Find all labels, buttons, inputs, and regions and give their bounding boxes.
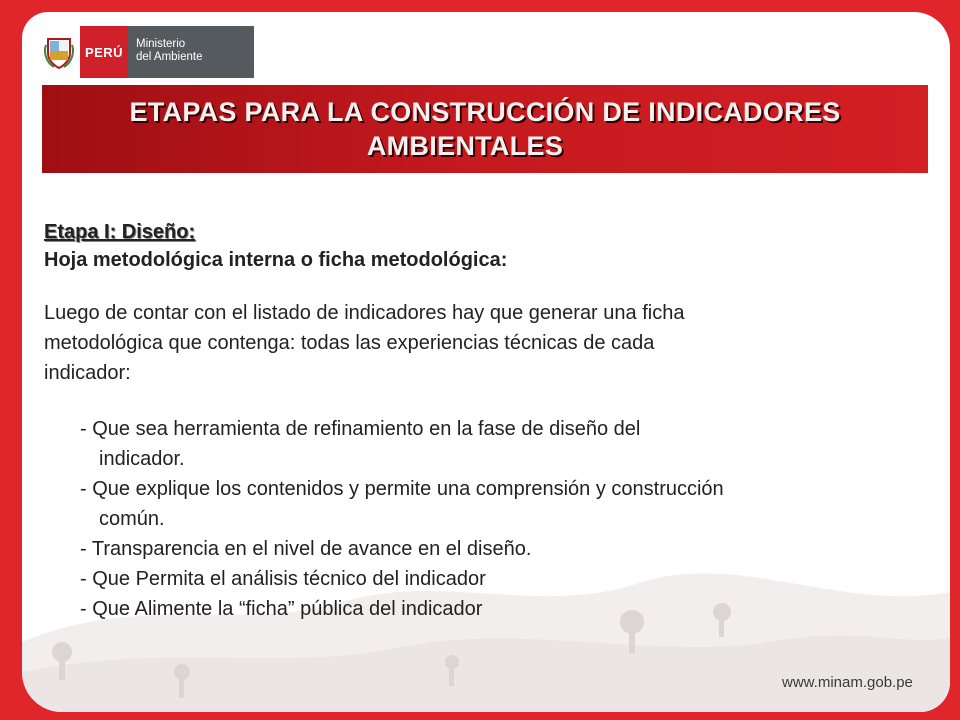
bullet-list xyxy=(44,414,944,624)
logo-ministry-label xyxy=(128,26,254,78)
slide-body xyxy=(44,220,944,624)
list-item: - Que sea herramienta de refinamiento en la fase de diseño del xyxy=(80,418,641,440)
list-item: - Transparencia en el nivel de avance en el diseño. xyxy=(80,538,532,560)
list-item: - Que explique los contenidos y permite una comprensión y construcción xyxy=(80,478,724,500)
intro-paragraph xyxy=(44,298,944,388)
title-banner xyxy=(42,85,928,173)
logo-country-label: PERÚ xyxy=(80,26,128,78)
list-item: - Que Permita el análisis técnico del indicador xyxy=(80,568,486,590)
slide-title-line2: AMBIENTALES xyxy=(366,131,564,161)
website-url[interactable]: www.minam.gob.pe xyxy=(782,674,913,691)
paragraph-line: indicador: xyxy=(44,362,131,384)
paragraph-line: metodológica que contenga: todas las experiencias técnicas de cada xyxy=(44,332,655,354)
stage-heading: Etapa I: Diseño: xyxy=(44,221,196,243)
list-item-continuation: común. xyxy=(99,508,165,530)
list-item: - Que Alimente la “ficha” pública del indicador xyxy=(80,598,483,620)
subheading: Hoja metodológica interna o ficha metodológica: xyxy=(44,249,508,271)
logo-ministry-line1: Ministerio xyxy=(136,38,186,50)
paragraph-line: Luego de contar con el listado de indicadores hay que generar una ficha xyxy=(44,302,685,324)
list-item-continuation: indicador. xyxy=(99,448,185,470)
slide-title-line1: ETAPAS PARA LA CONSTRUCCIÓN DE INDICADORES xyxy=(129,97,841,127)
minam-logo[interactable] xyxy=(38,26,254,78)
logo-ministry-line2: del Ambiente xyxy=(136,51,203,63)
slide xyxy=(22,12,950,712)
coat-of-arms-icon xyxy=(38,26,80,78)
